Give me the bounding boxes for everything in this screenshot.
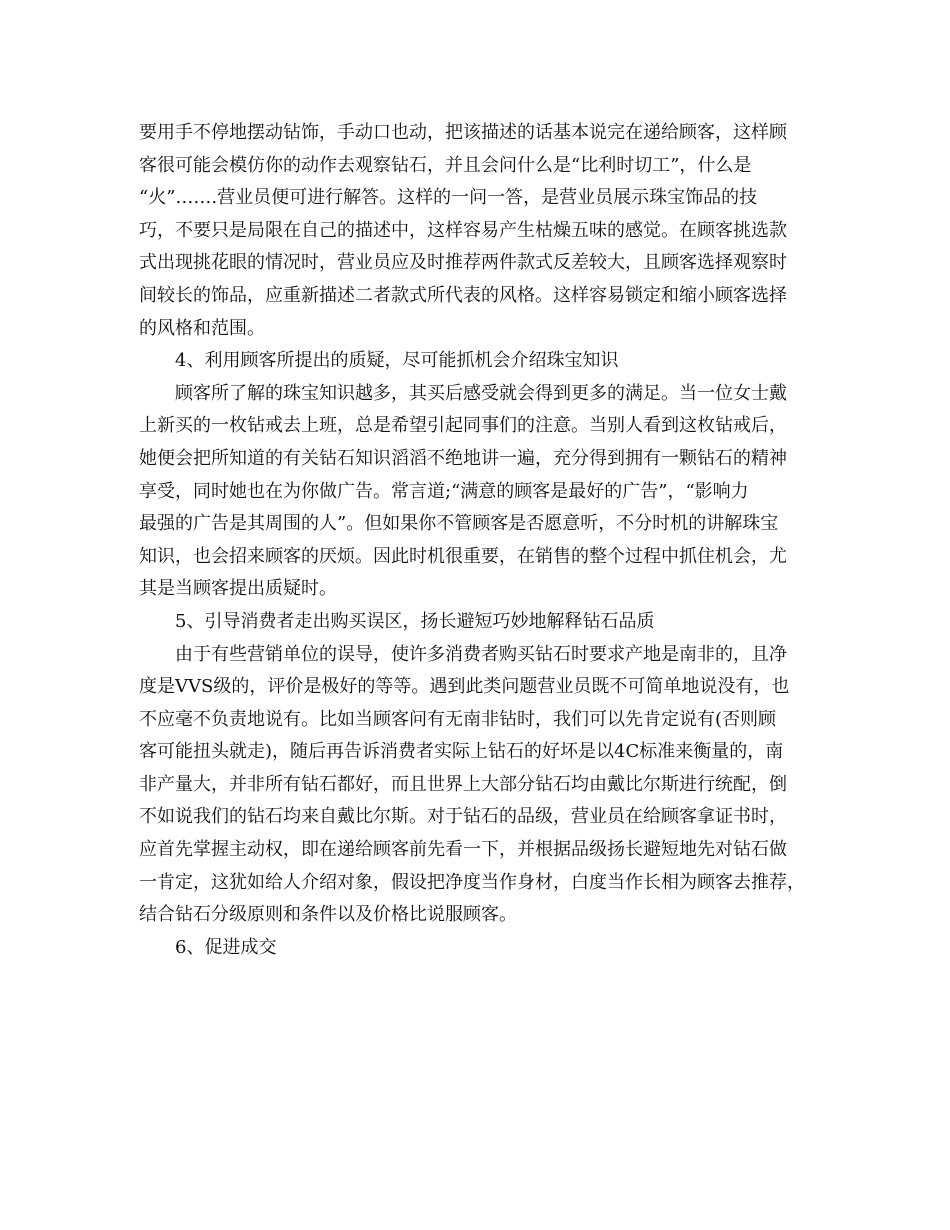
- text-line: 其是当顾客提出质疑时。: [139, 578, 337, 600]
- text-line: 应首先掌握主动权，即在递给顾客前先看一下，并根据品级扬长避短地先对钻石做: [139, 839, 787, 861]
- text-line: 她便会把所知道的有关钻石知识滔滔不绝地讲一遍，充分得到拥有一颗钻石的精神: [139, 447, 787, 469]
- text-line: 客可能扭头就走)，随后再告诉消费者实际上钻石的好坏是以4C标准来衡量的，南: [139, 741, 784, 763]
- text-line: 客很可能会模仿你的动作去观察钻石，并且会问什么是“比利时切工”，什么是: [139, 154, 752, 176]
- text-line: 享受，同时她也在为你做广告。常言道;“满意的顾客是最好的广告”，“影响力: [139, 480, 749, 502]
- text-line: 5、引导消费者走出购买误区，扬长避短巧妙地解释钻石品质: [175, 610, 655, 632]
- text-line: 结合钻石分级原则和条件以及价格比说服顾客。: [139, 904, 517, 926]
- text-line: 由于有些营销单位的误导，使许多消费者购买钻石时要求产地是南非的，且净: [175, 643, 787, 665]
- text-line: 最强的广告是其周围的人”。但如果你不管顾客是否愿意听，不分时机的讲解珠宝: [139, 513, 779, 535]
- text-line: 巧，不要只是局限在自己的描述中，这样容易产生枯燥五味的感觉。在顾客挑选款: [139, 219, 787, 241]
- text-line: 不应毫不负责地说有。比如当顾客问有无南非钻时，我们可以先肯定说有(否则顾: [139, 708, 777, 730]
- text-line: 4、利用顾客所提出的质疑，尽可能抓机会介绍珠宝知识: [175, 350, 619, 372]
- text-line: 不如说我们的钻石均来自戴比尔斯。对于钻石的品级，营业员在给顾客拿证书时，: [139, 806, 787, 828]
- text-line: 一肯定，这犹如给人介绍对象，假设把净度当作身材，白度当作长相为顾客去推荐，: [139, 871, 805, 893]
- text-line: 顾客所了解的珠宝知识越多，其买后感受就会得到更多的满足。当一位女士戴: [175, 382, 787, 404]
- text-line: 非产量大，并非所有钻石都好，而且世界上大部分钻石均由戴比尔斯进行统配，倒: [139, 773, 787, 795]
- text-line: 上新买的一枚钻戒去上班，总是希望引起同事们的注意。当别人看到这枚钻戒后，: [139, 415, 787, 437]
- document-body: [139, 117, 829, 964]
- text-line: 要用手不停地摆动钻饰，手动口也动，把该描述的话基本说完在递给顾客，这样顾: [139, 122, 787, 143]
- text-line: 间较长的饰品，应重新描述二者款式所代表的风格。这样容易锁定和缩小顾客选择: [139, 284, 787, 306]
- text-line: 式出现挑花眼的情况时，营业员应及时推荐两件款式反差较大，且顾客选择观察时: [139, 252, 787, 274]
- text-line: 的风格和范围。: [139, 317, 265, 339]
- text-line: 知识，也会招来顾客的厌烦。因此时机很重要，在销售的整个过程中抓住机会，尤: [139, 545, 787, 567]
- text-line: “火”…….营业员便可进行解答。这样的一问一答，是营业员展示珠宝饰品的技: [139, 187, 758, 209]
- text-line: 度是VVS级的，评价是极好的等等。遇到此类问题营业员既不可简单地说没有，也: [139, 676, 790, 698]
- text-line: 6、促进成交: [175, 936, 277, 958]
